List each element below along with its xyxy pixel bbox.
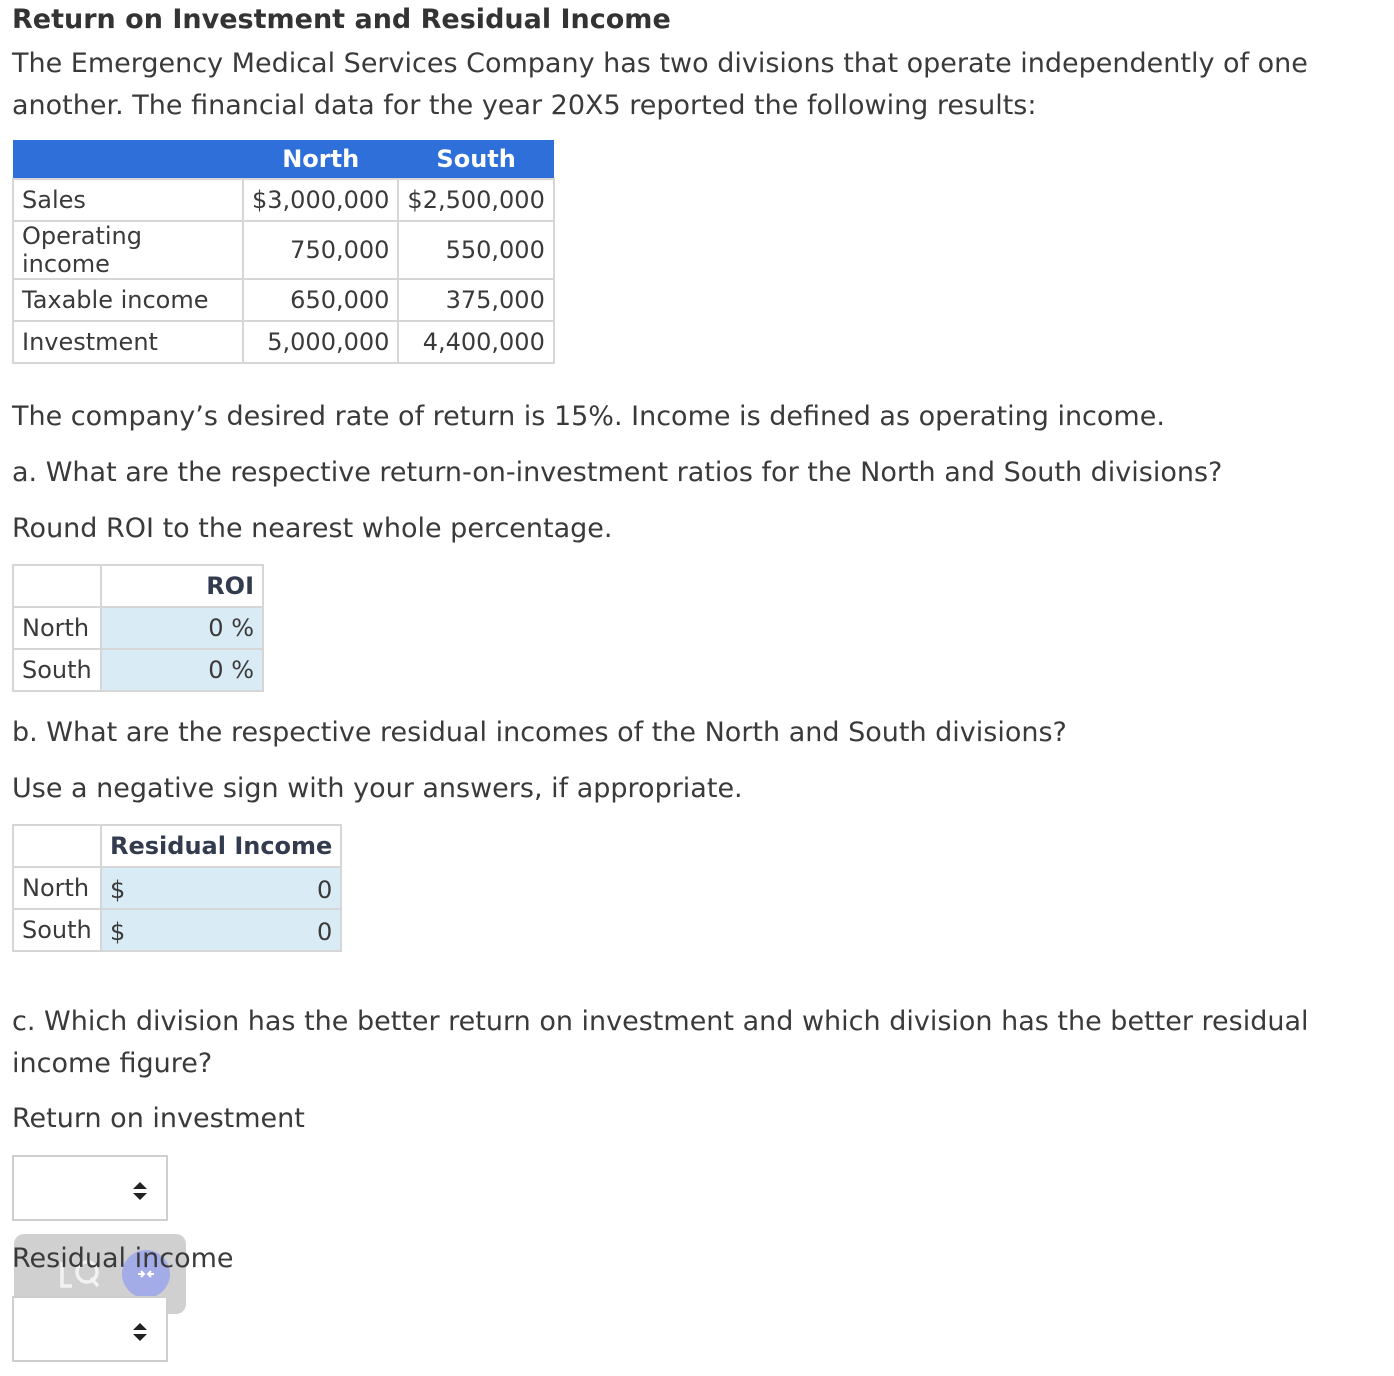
ri-header-blank [13,825,101,867]
north-value: $3,000,000 [243,179,398,221]
ri-header: Residual Income [101,825,341,867]
south-value: $2,500,000 [398,179,553,221]
south-value: 550,000 [398,221,553,279]
table-header-north: North [243,140,398,179]
row-label: Operating income [13,221,243,279]
ri-header-row [13,825,341,867]
ri-division-select[interactable] [12,1296,168,1362]
question-a: a. What are the respective return-on-investment ratios for the North and South divisions? [12,457,1223,488]
table-row [13,279,554,321]
row-label: Taxable income [13,279,243,321]
currency-symbol: $ [110,918,126,946]
ri-south-value: 0 [317,918,333,946]
roi-row-label-south: South [13,649,101,691]
roi-select-label: Return on investment [12,1103,305,1134]
table-row [13,867,341,909]
table-row [13,649,263,691]
roi-south-input[interactable] [101,649,263,691]
table-header-row [13,140,554,179]
percent-unit: % [231,614,254,642]
south-value: 375,000 [398,279,553,321]
negative-note: Use a negative sign with your answers, if appropriate. [12,773,743,804]
table-row [13,607,263,649]
ri-south-input[interactable] [101,909,341,951]
up-down-arrows-icon [132,1322,148,1342]
north-value: 5,000,000 [243,321,398,363]
intro-text: The Emergency Medical Services Company has two divisions that operate independently of one another. The financial data for the year 20X5 reported the following results: [12,48,1308,121]
table-header-blank [13,140,243,179]
north-value: 650,000 [243,279,398,321]
residual-income-table [12,824,342,952]
ri-select-label: Residual income [12,1243,234,1274]
ri-row-label-north: North [13,867,101,909]
roi-header: ROI [101,565,263,607]
page-title: Return on Investment and Residual Income [12,4,671,35]
table-row [13,909,341,951]
question-b: b. What are the respective residual incomes of the North and South divisions? [12,717,1067,748]
percent-unit: % [231,656,254,684]
roi-header-row [13,565,263,607]
up-down-arrows-icon [132,1181,148,1201]
roi-table [12,564,264,692]
financial-data-table [12,140,555,364]
south-value: 4,400,000 [398,321,553,363]
ri-north-input[interactable] [101,867,341,909]
table-row [13,221,554,279]
table-row [13,179,554,221]
ri-north-value: 0 [317,876,333,904]
roi-division-select[interactable] [12,1155,168,1221]
row-label: Sales [13,179,243,221]
row-label: Investment [13,321,243,363]
roi-north-value: 0 [208,614,224,642]
roi-north-input[interactable] [101,607,263,649]
roi-south-value: 0 [208,656,224,684]
table-header-south: South [398,140,553,179]
north-value: 750,000 [243,221,398,279]
roi-row-label-north: North [13,607,101,649]
roi-header-blank [13,565,101,607]
currency-symbol: $ [110,876,126,904]
round-note: Round ROI to the nearest whole percentage. [12,513,613,544]
question-c: c. Which division has the better return on investment and which division has the better residual income figure? [12,1006,1309,1079]
table-row [13,321,554,363]
desired-rate-text: The company’s desired rate of return is 15%. Income is defined as operating income. [12,401,1165,432]
ri-row-label-south: South [13,909,101,951]
